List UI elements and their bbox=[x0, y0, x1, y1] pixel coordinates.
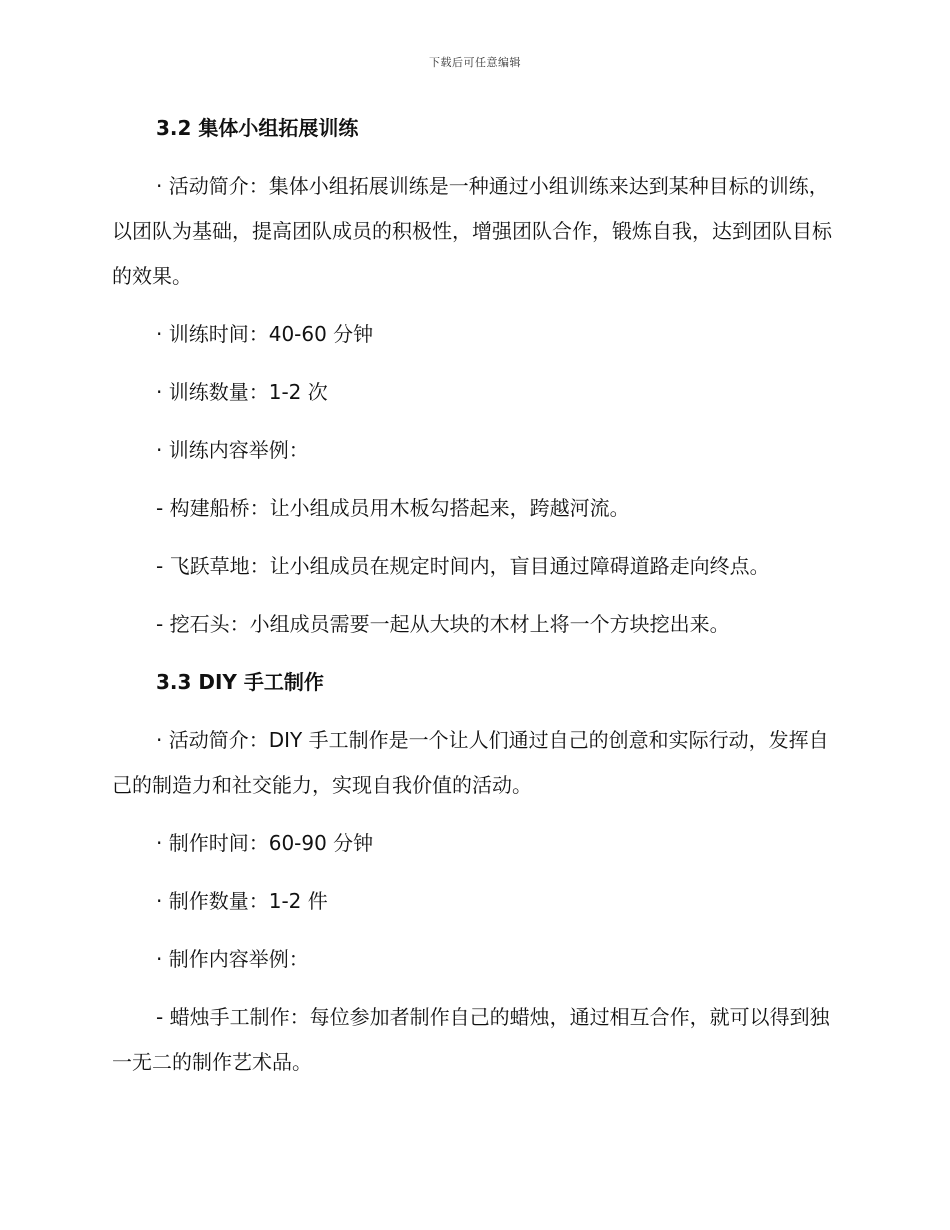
list-item-bridge: - 构建船桥：让小组成员用木板勾搭起来，跨越河流。 bbox=[156, 496, 630, 520]
paragraph-making-time: · 制作时间：60-90 分钟 bbox=[156, 831, 374, 855]
paragraph-training-time: · 训练时间：40-60 分钟 bbox=[156, 322, 374, 346]
paragraph-intro-3-3: · 活动简介：DIY 手工制作是一个让人们通过自己的创意和实际行动，发挥自己的制造力和社交能力，实现自我价值的活动。 bbox=[112, 728, 829, 797]
paragraph-making-count: · 制作数量：1-2 件 bbox=[156, 889, 328, 913]
paragraph-training-count: · 训练数量：1-2 次 bbox=[156, 380, 328, 404]
paragraph-training-examples: · 训练内容举例： bbox=[156, 438, 309, 462]
section-heading-3-3: 3.3 DIY 手工制作 bbox=[156, 670, 324, 694]
document-body bbox=[112, 106, 840, 1085]
paragraph-making-examples: · 制作内容举例： bbox=[156, 947, 309, 971]
list-item-dig-stone: - 挖石头：小组成员需要一起从大块的木材上将一个方块挖出来。 bbox=[156, 612, 730, 636]
page-header-note: 下载后可任意编辑 bbox=[429, 56, 521, 69]
section-heading-3-2: 3.2 集体小组拓展训练 bbox=[156, 116, 359, 140]
paragraph-intro-3-2: · 活动简介：集体小组拓展训练是一种通过小组训练来达到某种目标的训练，以团队为基础，提高团队成员的积极性，增强团队合作，锻炼自我，达到团队目标的效果。 bbox=[112, 174, 832, 288]
list-item-grassland: - 飞跃草地：让小组成员在规定时间内，盲目通过障碍道路走向终点。 bbox=[156, 554, 770, 578]
list-item-candle: - 蜡烛手工制作：每位参加者制作自己的蜡烛，通过相互合作，就可以得到独一无二的制作艺术品。 bbox=[112, 1005, 830, 1074]
